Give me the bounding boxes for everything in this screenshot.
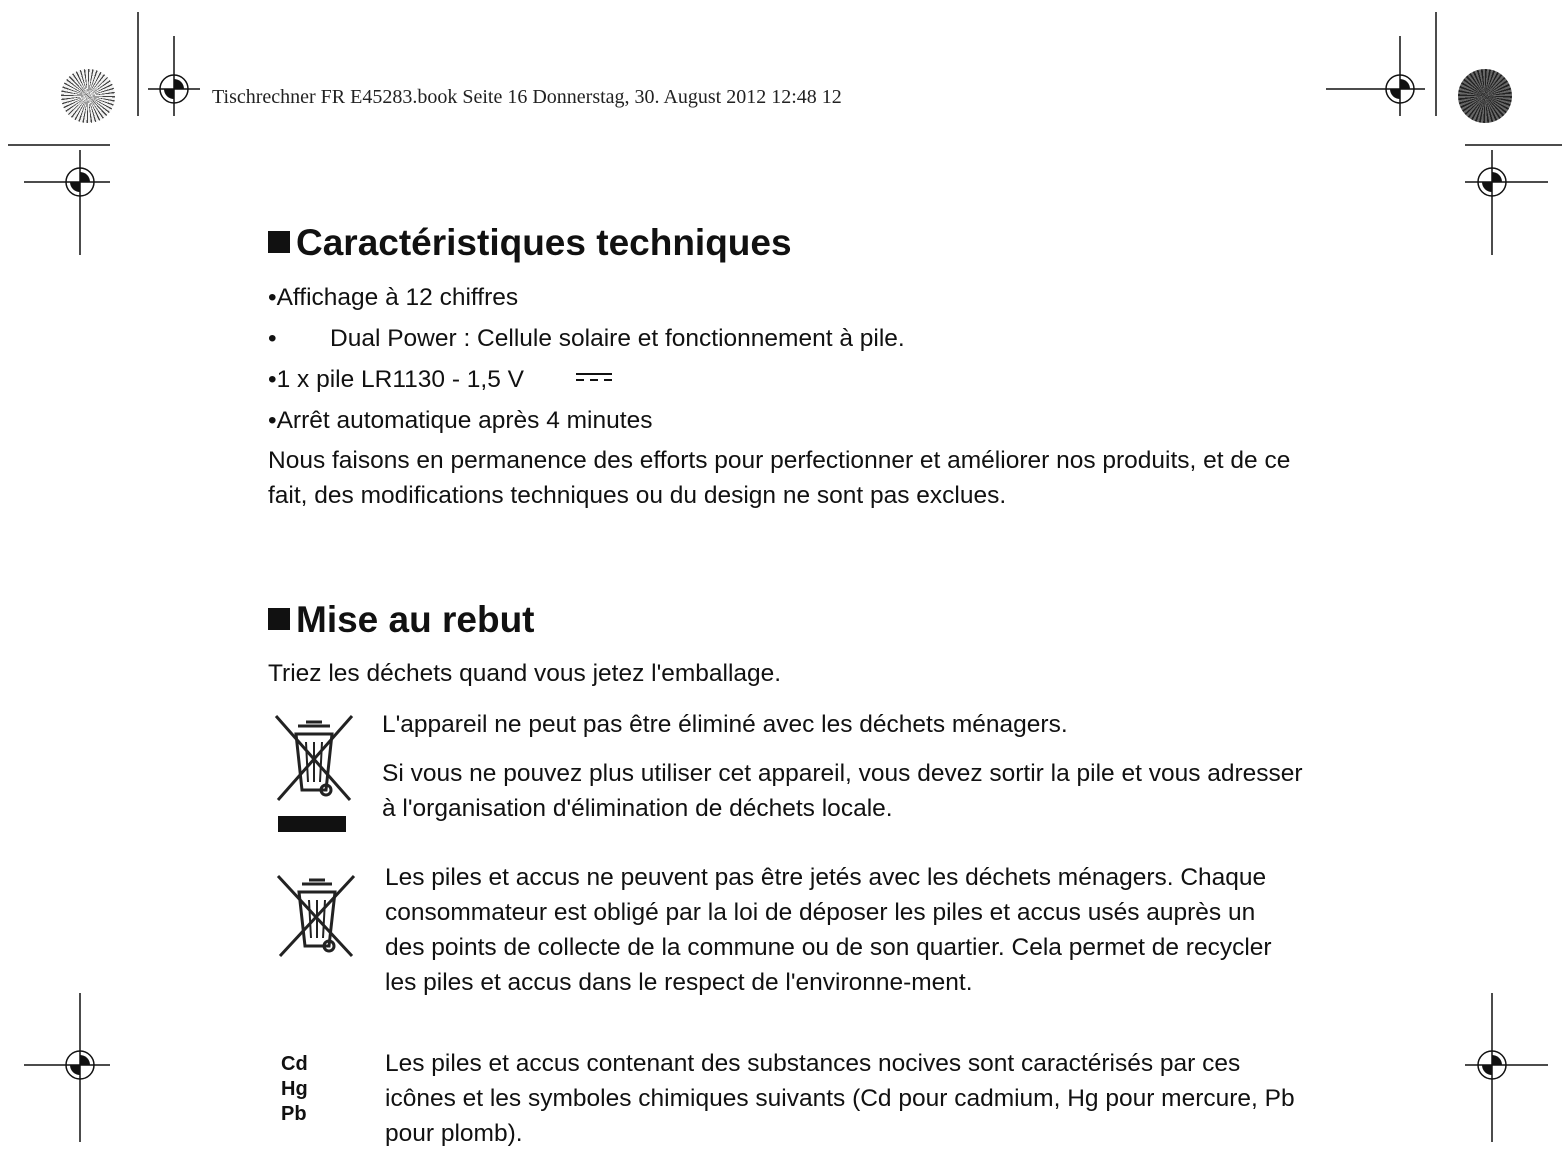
chemical-hg: Hg: [281, 1078, 308, 1100]
batteries-text: Les piles et accus ne peuvent pas être jetés avec les déchets ménagers. Chaque consommateur est obligé par la loi de déposer les piles et accus usés auprès un des points de collecte de la commune ou de son quartier. Cela permet de recycler les piles et accus dans le respect de l'environne-ment.: [385, 864, 1272, 996]
specs-note: Nous faisons en permanence des efforts pour perfectionner et améliorer nos produits, et de ce fait, des modifications techniques ou du design ne sont pas exclues.: [268, 447, 1291, 509]
crossed-out-wheeled-bin-icon: [270, 712, 358, 836]
disposal-title: Mise au rebut: [296, 599, 535, 640]
chemical-pb: Pb: [281, 1103, 307, 1125]
running-header: Tischrechner FR E45283.book Seite 16 Donnerstag, 30. August 2012 12:48 12: [212, 86, 842, 108]
spec-item-battery: [268, 366, 612, 394]
chemicals-text: Les piles et accus contenant des substances nocives sont caractérisés par ces icônes et les symboles chimiques suivants (Cd pour cadmium, Hg pour mercure, Pb pour plomb).: [385, 1050, 1295, 1147]
disposal-heading: [268, 599, 535, 641]
spec-item-display: •Affichage à 12 chiffres: [268, 284, 519, 311]
chemical-symbols: [281, 1052, 308, 1127]
spec-item-bullet: •: [268, 325, 277, 352]
spec-item-auto-off: •Arrêt automatique après 4 minutes: [268, 407, 653, 434]
crossed-out-wheeled-bin-icon: [274, 872, 358, 960]
direct-current-icon: [576, 371, 612, 385]
square-bullet-icon: [268, 608, 290, 630]
appliance-line-2: Si vous ne pouvez plus utiliser cet appareil, vous devez sortir la pile et vous adresser à l'organisation d'élimination de déchets locale.: [382, 760, 1303, 822]
chemical-cd: Cd: [281, 1053, 308, 1075]
disposal-intro: Triez les déchets quand vous jetez l'emballage.: [268, 660, 782, 687]
square-bullet-icon: [268, 231, 290, 253]
appliance-line-1: L'appareil ne peut pas être éliminé avec les déchets ménagers.: [382, 711, 1068, 738]
spec-item-dual-power: Dual Power : Cellule solaire et fonctionnement à pile.: [330, 325, 905, 352]
specs-heading: [268, 222, 792, 264]
specs-title: Caractéristiques techniques: [296, 222, 792, 263]
spec-item-battery-text: •1 x pile LR1130 - 1,5 V: [268, 366, 524, 393]
